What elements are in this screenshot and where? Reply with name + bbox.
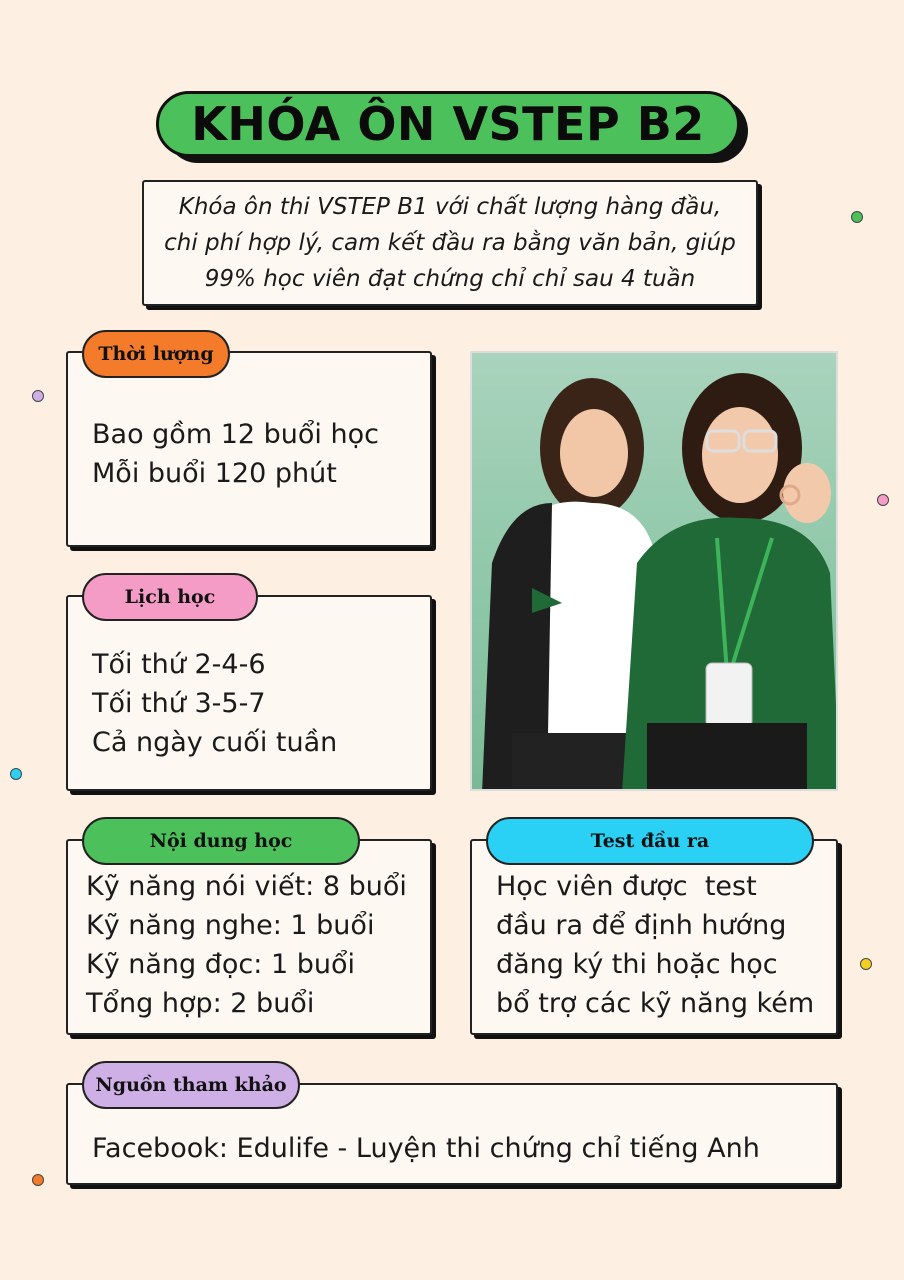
page-title: KHÓA ÔN VSTEP B2	[156, 91, 740, 157]
duration-text	[92, 415, 379, 493]
schedule-line: Tối thứ 2-4-6	[92, 649, 266, 680]
output-test-line: bổ trợ các kỹ năng kém	[496, 988, 815, 1019]
decor-dot-yellow	[860, 958, 872, 970]
schedule-line: Cả ngày cuối tuần	[92, 727, 338, 758]
content-line: Kỹ năng nói viết: 8 buổi	[86, 871, 407, 902]
schedule-line: Tối thứ 3-5-7	[92, 688, 266, 719]
decor-dot-orange	[32, 1174, 44, 1186]
output-test-line: Học viên được test	[496, 871, 757, 902]
decor-dot-blue	[10, 768, 22, 780]
schedule-card	[66, 595, 432, 791]
instructors-illustration	[472, 353, 838, 791]
output-test-label: Test đầu ra	[486, 817, 814, 865]
content-line: Kỹ năng nghe: 1 buổi	[86, 910, 375, 941]
duration-line: Bao gồm 12 buổi học	[92, 419, 379, 450]
content-line: Kỹ năng đọc: 1 buổi	[86, 949, 355, 980]
schedule-text	[92, 645, 337, 762]
output-test-line: đầu ra để định hướng	[496, 910, 787, 941]
decor-dot-purple	[32, 390, 44, 402]
intro-card	[142, 180, 758, 306]
output-test-card	[470, 839, 838, 1035]
decor-dot-green	[851, 211, 863, 223]
duration-card	[66, 351, 432, 547]
decor-dot-pink	[877, 494, 889, 506]
source-label: Nguồn tham khảo	[82, 1061, 300, 1109]
schedule-label: Lịch học	[82, 573, 258, 621]
source-text: Facebook: Edulife - Luyện thi chứng chỉ tiếng Anh	[92, 1133, 760, 1164]
content-line: Tổng hợp: 2 buổi	[86, 988, 315, 1019]
intro-text: Khóa ôn thi VSTEP B1 với chất lượng hàng đầu, chi phí hợp lý, cam kết đầu ra bằng văn bản, giúp 99% học viên đạt chứng chỉ chỉ sau 4 tuần	[164, 194, 736, 292]
duration-line: Mỗi buổi 120 phút	[92, 458, 337, 489]
content-card	[66, 839, 432, 1035]
instructors-photo	[470, 351, 838, 791]
content-label: Nội dung học	[82, 817, 360, 865]
duration-label: Thời lượng	[82, 330, 230, 378]
output-test-text	[496, 867, 814, 1023]
output-test-line: đăng ký thi hoặc học	[496, 949, 778, 980]
content-text	[86, 867, 407, 1023]
